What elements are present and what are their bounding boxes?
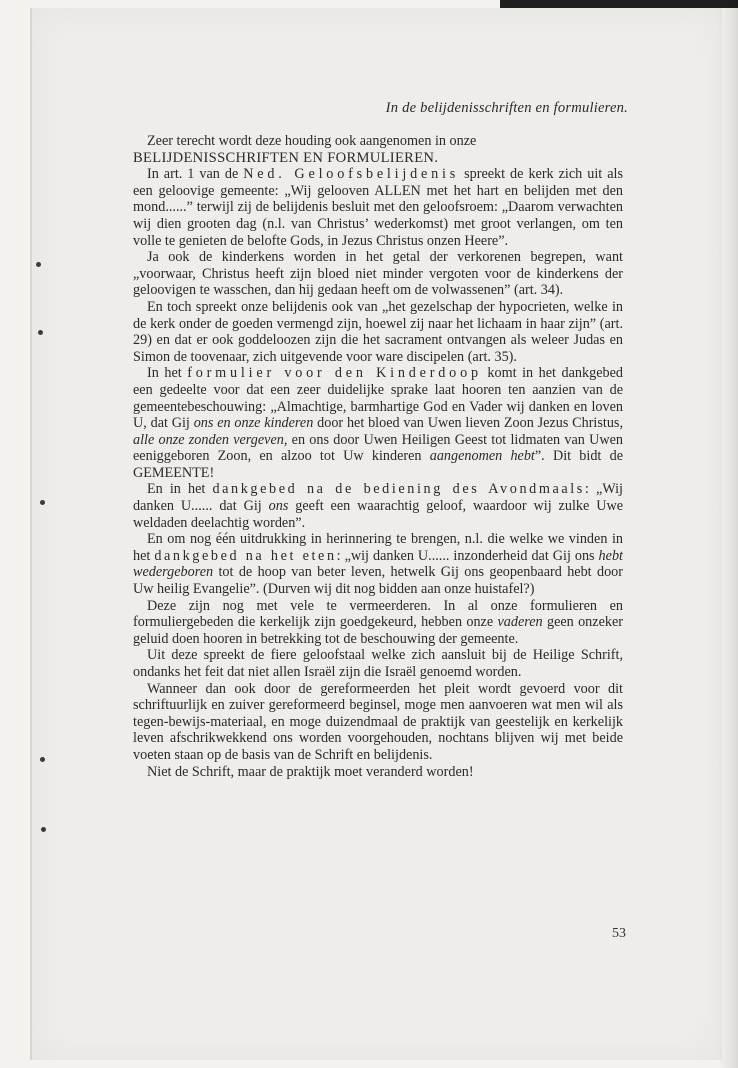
spaced-title: dankgebed na het eten xyxy=(154,547,337,564)
page-edge-shadow xyxy=(718,0,738,1068)
paragraph: Uit deze spreekt de fiere geloofstaal welke zich aansluit bij de Heilige Schrift, ondanks het feit dat niet allen Israël zijn die Israël genoemd worden. xyxy=(133,647,623,680)
paragraph: Ja ook de kinderkens worden in het getal der verkorenen begrepen, want „voorwaar, Christus heeft zijn bloed niet minder vergoten voor de kinderkens der geloovigen te wasschen, dan hij gedaan heeft om de volwassenen” (art. 34). xyxy=(133,249,623,299)
body-text xyxy=(133,133,623,780)
page-number: 53 xyxy=(612,926,626,941)
text-run: En in het xyxy=(147,481,213,498)
italic-run: aangenomen hebt xyxy=(429,448,535,465)
text-run: door het bloed van Uwen lieven Zoon Jezus Christus, xyxy=(313,415,624,432)
paragraph xyxy=(133,481,623,531)
margin-mark xyxy=(38,330,43,335)
paragraph xyxy=(133,166,623,249)
paragraph: En toch spreekt onze belijdenis ook van „het gezelschap der hypocrieten, welke in de kerk onder de goeden vermengd zijn, hoewel zij naar het lichaam in haar zijn” (art. 29) en dat er ook goddeloozen zijn die het sacrament ontvangen als weleer Judas en Simon de toovenaar, zich uitgevende voor ware discipelen (art. 35). xyxy=(133,298,623,365)
margin-mark xyxy=(36,262,41,267)
text-run: geen onzeker geluid doen hooren in betrekking tot de beschouwing der gemeente. xyxy=(133,614,623,647)
text-run: spreekt de kerk zich uit als een geloovige gemeente: „Wij gelooven ALLEN met het hart en belijden met den mond......” terwijl zij de belijdenis besluit met den geloofsroem: „Daarom verwachten wij dien grooten dag (n.l. van Christus’ wederkomst) met groot verlangen, om ten volle te genieten de belofte Gods, in Jezus Christus onzen Heere”. xyxy=(133,166,623,249)
margin-mark xyxy=(40,500,45,505)
spaced-title: Ned. Geloofsbelijdenis xyxy=(243,166,460,183)
paragraph xyxy=(133,365,623,481)
paragraph xyxy=(133,531,623,597)
italic-run: hebt wedergeboren xyxy=(133,547,623,581)
spaced-title: formulier voor den Kinderdoop xyxy=(187,365,482,382)
text-run: BELIJDENISSCHRIFTEN EN FORMULIEREN. xyxy=(133,149,439,166)
paragraph xyxy=(133,133,623,166)
text-run: En om nog één uitdrukking in herinnering te brengen, n.l. die welke we vinden in het xyxy=(133,531,623,564)
scan-top-edge xyxy=(500,0,738,8)
text-run: tot de hoop van beter leven, hetwelk Gij ons geopenbaard hebt door Uw heilig Evangelie”. (Durven wij dit nog bidden aan onze huistafel?) xyxy=(133,564,623,598)
text-run: Deze zijn nog met vele te vermeerderen. In al onze formulieren en formuliergebeden die kerkelijk zijn goedgekeurd, hebben onze xyxy=(133,597,623,631)
paragraph: Wanneer dan ook door de gereformeerden het pleit wordt gevoerd voor dit schriftuurlijk en zuiver gereformeerd beginsel, moge men aanvoeren wat men wil als tegen-bewijs-materiaal, en moge duizendmaal de praktijk van geestelijk en kerkelijk leven afschrikwekkend ons worden voorgehouden, nochtans blijven wij met beide voeten staan op de basis van de Schrift en belijdenis. xyxy=(133,680,623,763)
text-run: In het xyxy=(147,365,188,382)
text-run: : „wij danken U...... inzonderheid dat Gij ons xyxy=(336,547,599,564)
text-run: ”. Dit bidt de GEMEENTE! xyxy=(133,448,623,481)
text-run: In art. 1 van de xyxy=(147,166,244,183)
italic-run: ons en onze kinderen xyxy=(193,415,314,432)
text-run: : „Wij danken U...... dat Gij xyxy=(133,481,623,515)
italic-run: vaderen xyxy=(497,614,543,631)
margin-mark xyxy=(41,827,46,832)
italic-run: alle onze zonden vergeven, xyxy=(133,431,288,448)
margin-mark xyxy=(40,757,45,762)
text-run: Zeer terecht wordt deze houding ook aangenomen in onze xyxy=(147,133,477,149)
paragraph xyxy=(133,598,623,648)
running-header: In de belijdenisschriften en formulieren. xyxy=(385,100,628,116)
text-run: geeft een waarachtig geloof, waardoor wij zulke Uwe weldaden deelachtig worden”. xyxy=(133,498,623,531)
italic-run: ons xyxy=(268,498,289,515)
text-run: en ons door Uwen Heiligen Geest tot lidmaten van Uwen eeniggeboren Zoon, en alzoo tot Uw kinderen xyxy=(133,431,623,465)
spaced-title: dankgebed na de bediening des Avondmaals xyxy=(212,481,585,498)
paragraph: Niet de Schrift, maar de praktijk moet veranderd worden! xyxy=(147,763,474,780)
text-run: komt in het dankgebed een gedeelte voor dat een zeer duidelijke sprake laat hooren ten aanzien van de gemeentebeschouwing: „Almachtige, barmhartige God en Vader wij danken en loven U, dat Gij xyxy=(133,365,623,432)
